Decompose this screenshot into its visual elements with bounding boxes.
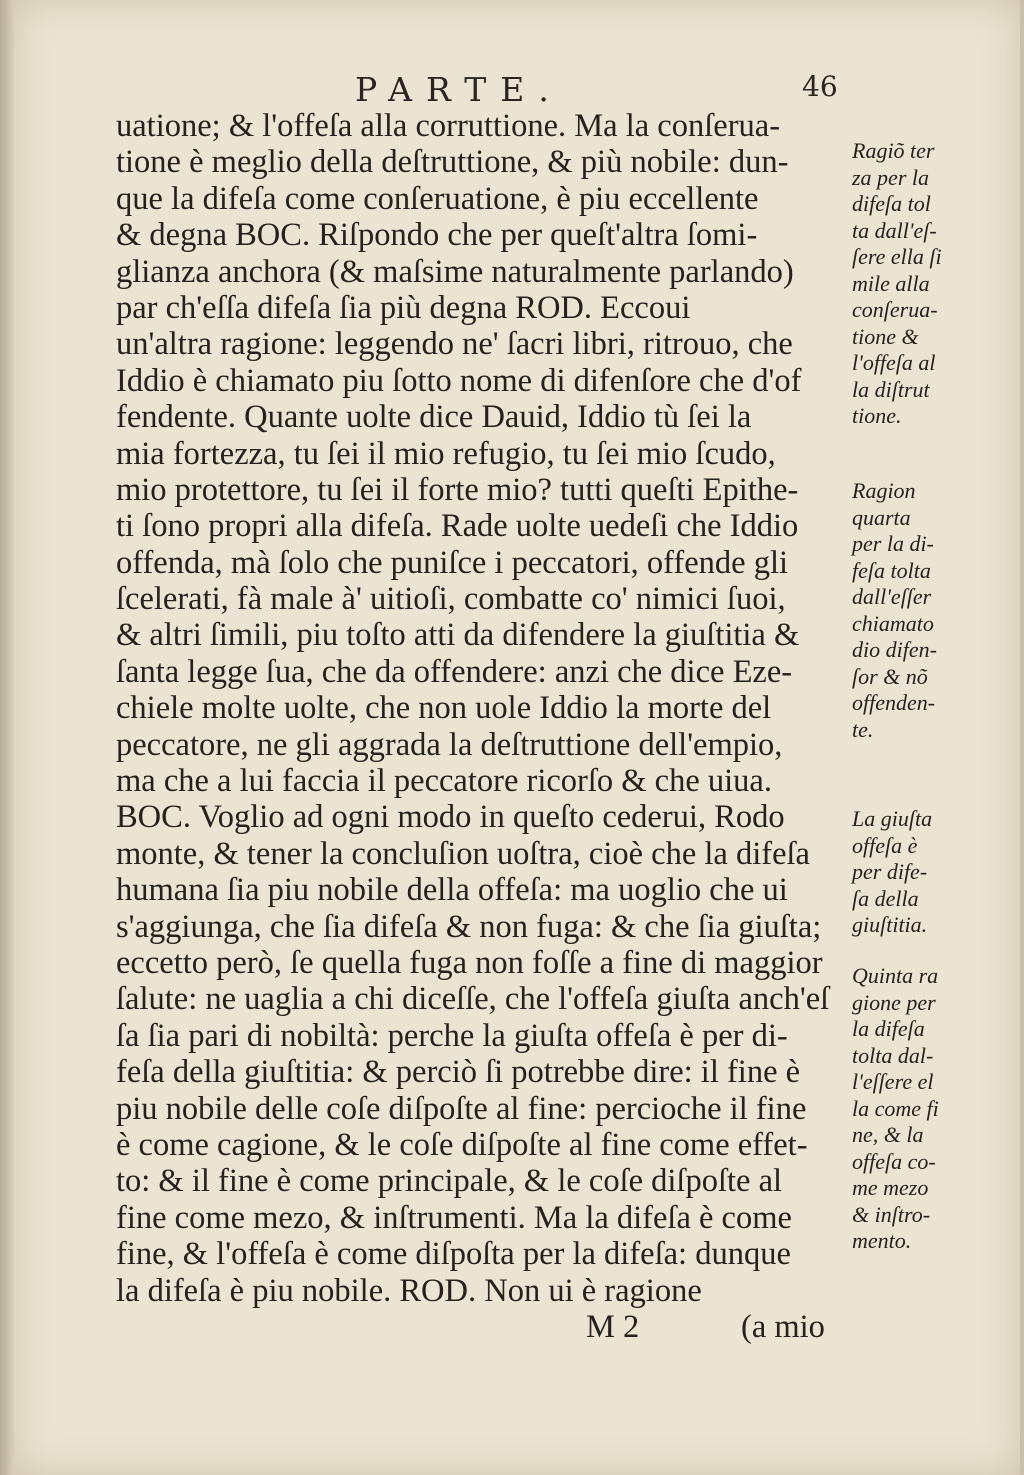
- marginal-note-line: mento.: [852, 1228, 912, 1253]
- running-head: [0, 70, 1024, 110]
- text-line: fendente. Quante uolte dice Dauid, Iddio tù ſei la: [116, 399, 752, 436]
- text-line: feſa della giuſtitia: & perciò ſi potrebbe dire: il fine è: [116, 1054, 801, 1091]
- text-line: eccetto però, ſe quella fuga non foſſe a fine di maggior: [116, 944, 823, 981]
- marginal-note-line: per la di-: [852, 531, 934, 556]
- marginal-note-line: l'offeſa al: [852, 350, 936, 375]
- marginal-note-line: tione.: [852, 403, 902, 428]
- main-text-block: [116, 108, 842, 1345]
- text-line: peccatore, ne gli aggrada la deſtruttione dell'empio,: [116, 726, 783, 763]
- marginal-note-line: feſa tolta: [852, 557, 931, 583]
- marginal-note-line: ſor & nõ: [852, 663, 928, 689]
- marginal-note-line: offenden-: [852, 690, 936, 715]
- text-line: uatione; & l'offeſa alla corruttione. Ma la conſerua-: [116, 108, 781, 144]
- page-left-edge: [0, 0, 14, 1475]
- text-line: mio protettore, tu ſei il forte mio? tutti queſti Epithe-: [116, 471, 799, 508]
- marginal-note-line: gione per: [852, 989, 936, 1015]
- marginal-note: [852, 138, 1002, 430]
- text-line: tione è meglio della deſtruttione, & più nobile: dun-: [116, 144, 789, 181]
- text-line: BOC. Voglio ad ogni modo in queſto cederui, Rodo: [116, 799, 785, 836]
- marginal-note: [852, 806, 1002, 939]
- marginal-note-line: Ragion: [852, 478, 916, 503]
- text-line: & degna BOC. Riſpondo che per queſt'altra ſomi-: [116, 217, 758, 254]
- marginal-note-line: me mezo: [852, 1175, 929, 1200]
- text-line: que la difeſa come conſeruatione, è piu eccellente: [116, 180, 759, 217]
- text-line: to: & il fine è come principale, & le coſe diſpoſte al: [116, 1163, 783, 1200]
- marginal-note-line: quarta: [852, 504, 911, 530]
- text-line: piu nobile delle coſe diſpoſte al fine: percioche il fine: [116, 1090, 807, 1127]
- marginal-note-line: ne, & la: [852, 1122, 924, 1147]
- signature-mark: M 2: [586, 1308, 640, 1345]
- marginal-note-line: giuſtitia.: [852, 912, 928, 937]
- marginal-note-line: mile alla: [852, 270, 930, 296]
- text-line: offenda, mà ſolo che puniſce i peccatori, offende gli: [116, 544, 789, 581]
- marginal-note-line: dio difen-: [852, 637, 937, 662]
- text-line: ſcelerati, fà male à' uitioſi, combatte co' nimici ſuoi,: [116, 581, 786, 618]
- text-line: la difeſa è piu nobile. ROD. Non ui è ragione: [116, 1272, 702, 1309]
- marginal-note-line: offeſa è: [852, 832, 918, 858]
- text-line: fine come mezo, & inſtrumenti. Ma la difeſa è come: [116, 1199, 792, 1236]
- marginal-note-line: per dife-: [852, 859, 928, 884]
- text-line: ma che a lui faccia il peccatore ricorſo & che uiua.: [116, 763, 772, 800]
- marginal-note-line: ta dall'eſ-: [852, 217, 937, 243]
- marginal-note-line: Quinta ra: [852, 963, 939, 988]
- marginal-note-line: Ragiõ ter: [852, 138, 935, 163]
- marginal-note-line: la difeſa: [852, 1016, 925, 1041]
- text-line: s'aggiunga, che ſia difeſa & non fuga: & che ſia giuſta;: [116, 908, 822, 945]
- text-line: un'altra ragione: leggendo ne' ſacri libri, ritrouo, che: [116, 326, 793, 363]
- text-line: mia fortezza, tu ſei il mio refugio, tu ſei mio ſcudo,: [116, 435, 776, 472]
- marginal-note-line: ſere ella ſi: [852, 244, 942, 269]
- marginal-note-line: & inſtro-: [852, 1201, 931, 1227]
- running-head-title: PARTE.: [355, 70, 563, 109]
- marginal-note-line: tolta dal-: [852, 1042, 934, 1068]
- marginal-note: [852, 963, 1002, 1255]
- text-line: Iddio è chiamato piu ſotto nome di difenſore che d'of: [116, 362, 802, 399]
- text-line: ti ſono propri alla difeſa. Rade uolte uedeſi che Iddio: [116, 508, 799, 545]
- marginal-note-line: ſa della: [852, 885, 919, 911]
- text-line: ſalute: ne uaglia a chi diceſſe, che l'offeſa giuſta anch'eſ: [116, 981, 830, 1018]
- marginal-note-line: difeſa tol: [852, 191, 931, 216]
- text-line: ſa ſia pari di nobiltà: perche la giuſta offeſa è per di-: [116, 1017, 788, 1054]
- marginal-note-line: dall'eſſer: [852, 584, 932, 609]
- marginal-note-line: te.: [852, 716, 874, 742]
- marginal-note-line: chiamato: [852, 610, 934, 636]
- text-line: par ch'eſſa difeſa ſia più degna ROD. Eccoui: [116, 289, 691, 326]
- marginal-note-line: La giuſta: [852, 806, 933, 831]
- marginal-note-line: tione &: [852, 323, 919, 349]
- text-line: chiele molte uolte, che non uole Iddio la morte del: [116, 690, 772, 727]
- marginal-note-line: za per la: [852, 164, 929, 190]
- text-line: humana ſia piu nobile della offeſa: ma uoglio che ui: [116, 872, 788, 909]
- text-line: & altri ſimili, piu toſto atti da difendere la giuſtitia &: [116, 617, 800, 654]
- page-number: 46: [802, 70, 838, 103]
- marginal-note-line: la diſtrut: [852, 376, 930, 402]
- text-line: glianza anchora (& maſsime naturalmente parlando): [116, 253, 794, 290]
- marginal-note-line: conſerua-: [852, 297, 938, 322]
- marginal-note-line: l'eſſere el: [852, 1069, 934, 1094]
- marginal-note: [852, 478, 1002, 743]
- signature-line: [116, 1309, 842, 1345]
- marginal-note-line: la come fi: [852, 1095, 939, 1121]
- marginal-note-line: offeſa co-: [852, 1148, 936, 1174]
- text-line: è come cagione, & le coſe diſpoſte al fine come effet-: [116, 1126, 808, 1163]
- text-line: monte, & tener la concluſion uoſtra, cioè che la difeſa: [116, 835, 810, 872]
- text-line: ſanta legge ſua, che da offendere: anzi che dice Eze-: [116, 653, 793, 690]
- catchword: (a mio: [741, 1308, 825, 1345]
- text-line: fine, & l'offeſa è come diſpoſta per la difeſa: dunque: [116, 1236, 791, 1273]
